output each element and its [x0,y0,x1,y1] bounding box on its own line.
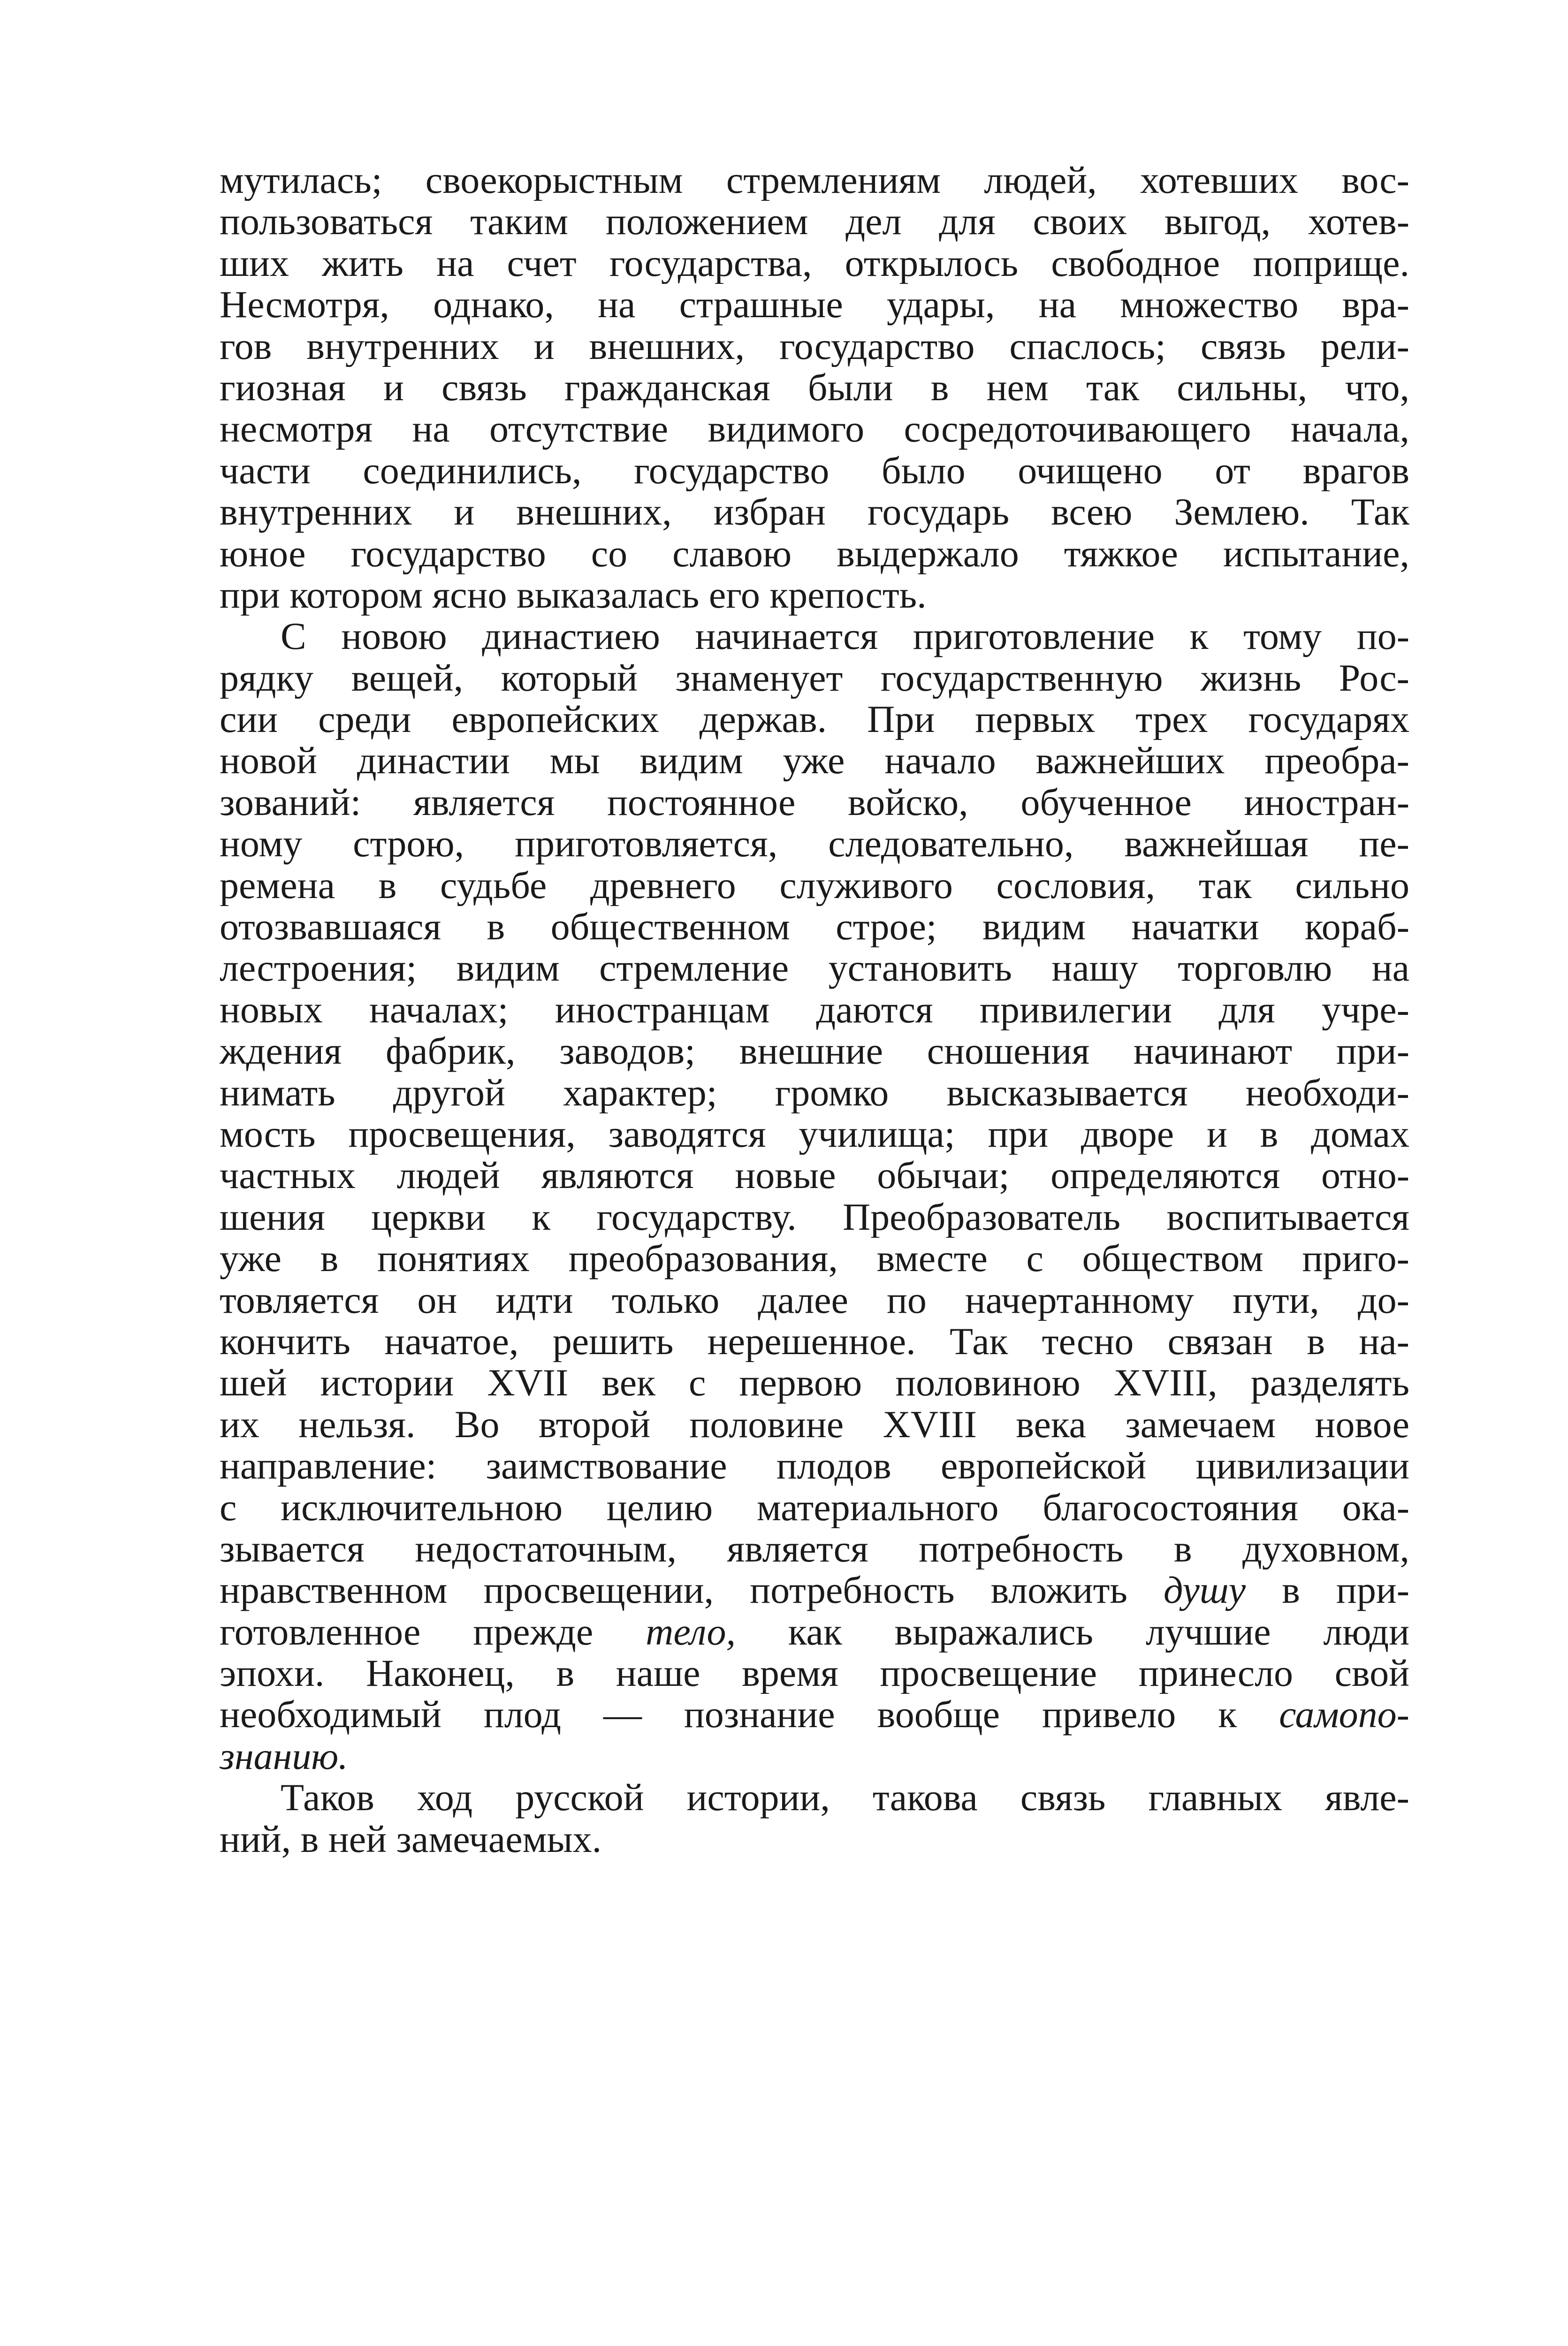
text-line [220,243,1409,284]
text-line [220,450,1409,491]
text-run: в при- [1246,1569,1409,1611]
text-line [220,906,1409,947]
text-line [220,947,1409,989]
text-line [220,1155,1409,1196]
text-line [220,1736,1409,1777]
text-run: ших жить на счет государства, открылось свободное поприще. [220,242,1409,284]
text-run: направление: заимствование плодов европейской цивилизации [220,1445,1409,1487]
text-line [220,1819,1409,1860]
text-line [220,408,1409,449]
text-run: частных людей являются новые обычаи; определяются отно- [220,1155,1409,1196]
text-run: несмотря на отсутствие видимого сосредоточивающего начала, [220,408,1409,450]
italic-word: душу [1163,1569,1246,1611]
paragraph [220,160,1409,616]
paragraph [220,616,1409,1777]
text-run: Таков ход русской истории, такова связь главных явле- [281,1777,1409,1819]
text-run: ному строю, приготовляется, следовательно, важнейшая пе- [220,823,1409,865]
text-line [220,1030,1409,1072]
italic-word: тело, [646,1611,736,1653]
text-line [220,367,1409,408]
text-line [220,326,1409,367]
text-line [220,201,1409,242]
italic-word: самопо- [1279,1694,1409,1736]
text-line [220,1445,1409,1486]
text-run: ждения фабрик, заводов; внешние сношения начинают при- [220,1030,1409,1072]
text-line [220,284,1409,325]
text-run: гов внутренних и внешних, государство спаслось; связь рели- [220,325,1409,367]
text-run: мутилась; своекорыстным стремлениям людей, хотевших вос- [220,160,1409,201]
text-run: необходимый плод — познание вообще привело к [220,1694,1279,1736]
text-line [220,823,1409,864]
text-line [220,699,1409,740]
text-line [220,1072,1409,1113]
text-line [220,1404,1409,1445]
text-run: нимать другой характер; громко высказывается необходи- [220,1072,1409,1113]
text-run: готовленное прежде [220,1611,646,1653]
text-run: С новою династиею начинается приготовление к тому по- [281,616,1409,657]
text-line [220,1777,1409,1818]
text-line [220,782,1409,823]
text-run: как выражались лучшие люди [735,1611,1409,1653]
text-run: пользоваться таким положением дел для своих выгод, хотев- [220,201,1409,243]
text-line [220,865,1409,906]
text-run: их нельзя. Во второй половине XVIII века замечаем новое [220,1403,1409,1446]
text-run: новых началах; иностранцам даются привилегии для учре- [220,989,1409,1031]
text-run: новой династии мы видим уже начало важнейших преобра- [220,740,1409,782]
text-line [220,1113,1409,1155]
text-run: Несмотря, однако, на страшные удары, на множество вра- [220,284,1409,326]
text-run: ремена в судьбе древнего служивого сословия, так сильно [220,864,1409,906]
text-run: рядку вещей, который знаменует государственную жизнь Рос- [220,657,1409,699]
text-run: шей истории XVII век с первою половиною XVIII, разделять [220,1362,1409,1404]
text-line [220,1321,1409,1362]
text-run: эпохи. Наконец, в наше время просвещение принесло свой [220,1653,1409,1694]
text-line [220,1569,1409,1611]
body-text [220,160,1409,1860]
text-run: уже в понятиях преобразования, вместе с обществом приго- [220,1238,1409,1280]
text-run: зывается недостаточным, является потребность в духовном, [220,1528,1409,1570]
text-run: юное государство со славою выдержало тяжкое испытание, [220,533,1409,574]
text-run: гиозная и связь гражданская были в нем так сильны, что, [220,366,1409,409]
text-line [220,491,1409,533]
text-line [220,574,1409,616]
text-line [220,1196,1409,1238]
text-line [220,657,1409,699]
text-line [220,1280,1409,1321]
text-run: части соединились, государство было очищено от врагов [220,449,1409,492]
paragraph [220,1777,1409,1860]
text-line [220,616,1409,657]
text-line [220,1238,1409,1279]
text-line [220,989,1409,1030]
text-run: при котором ясно выказалась его крепость. [220,574,927,616]
text-run: мость просвещения, заводятся училища; при дворе и в домах [220,1113,1409,1155]
text-line [220,740,1409,781]
text-run: зований: является постоянное войско, обученное иностран- [220,781,1409,823]
text-line [220,160,1409,201]
text-line [220,1528,1409,1569]
text-line [220,1487,1409,1528]
text-run: шения церкви к государству. Преобразователь воспитывается [220,1196,1409,1238]
text-line [220,533,1409,574]
text-run: внутренних и внешних, избран государь всею Землею. Так [220,491,1409,533]
text-line [220,1611,1409,1653]
text-run: лестроения; видим стремление установить нашу торговлю на [220,947,1409,989]
text-run: отозвавшаяся в общественном строе; видим начатки кораб- [220,906,1409,948]
text-line [220,1694,1409,1735]
text-run: с исключительною целию материального благосостояния ока- [220,1486,1409,1528]
text-run: товляется он идти только далее по начертанному пути, до- [220,1279,1409,1321]
text-run: сии среди европейских держав. При первых трех государях [220,699,1409,740]
text-run: ний, в ней замечаемых. [220,1818,602,1860]
text-run: кончить начатое, решить нерешенное. Так тесно связан в на- [220,1320,1409,1363]
text-line [220,1653,1409,1694]
italic-word: знанию. [220,1735,348,1777]
text-line [220,1362,1409,1403]
text-run: нравственном просвещении, потребность вложить [220,1569,1164,1611]
